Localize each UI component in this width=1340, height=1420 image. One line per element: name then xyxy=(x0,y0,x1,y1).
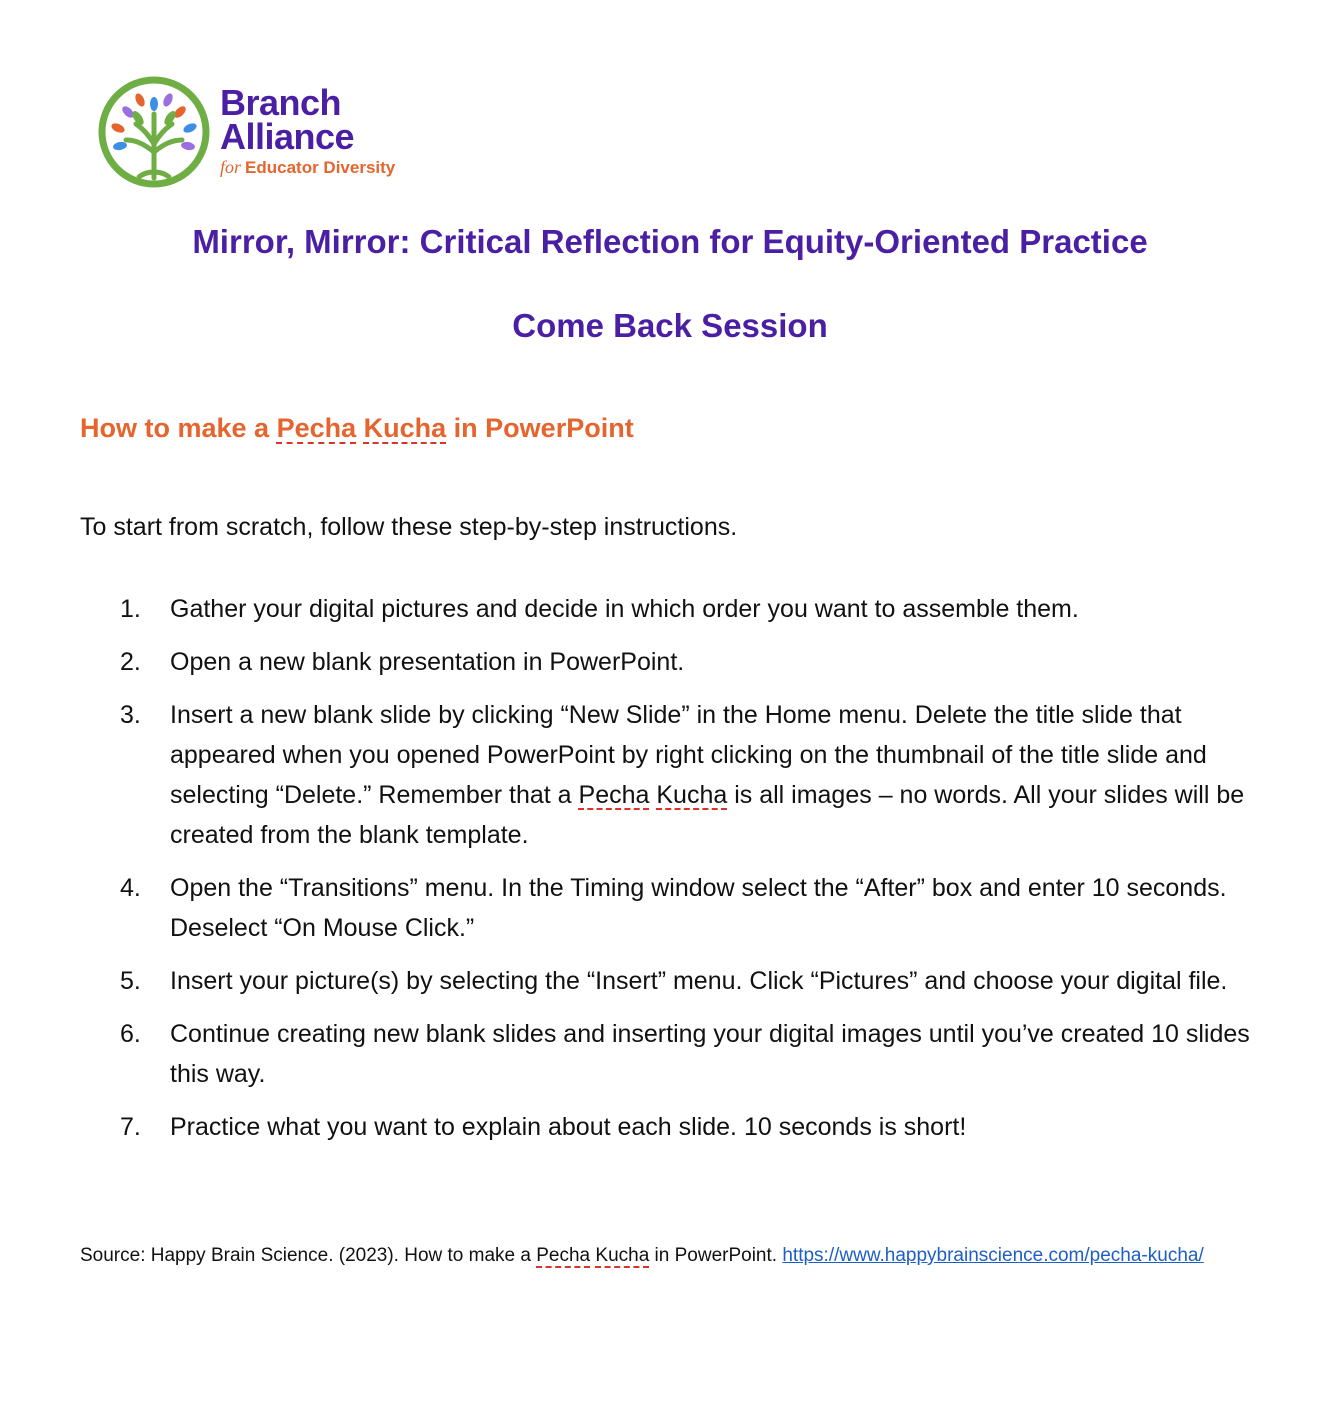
heading-text-before: How to make a xyxy=(80,413,277,443)
source-link[interactable]: https://www.happybrainscience.com/pecha-kucha/ xyxy=(782,1245,1204,1266)
intro-paragraph: To start from scratch, follow these step-by-step instructions. xyxy=(80,513,738,541)
session-title: Come Back Session xyxy=(512,307,828,344)
step-number: 4. xyxy=(120,874,141,902)
spellcheck-word: Kucha xyxy=(363,413,447,443)
step-text: Open a new blank presentation in PowerPoint. xyxy=(170,648,685,676)
logo-tagline-text: Educator Diversity xyxy=(245,158,396,177)
list-item xyxy=(120,589,1260,629)
step-text-before: Insert a new blank slide by clicking “New Slide” in the Home menu. Delete the title slide that appeared when you opened PowerPoint by right clicking on the thumbnail of the title slide and selecting “Delete.” Remember that a xyxy=(170,701,1207,809)
steps-list xyxy=(120,589,1260,1160)
section-heading xyxy=(80,410,634,446)
branch-alliance-logo xyxy=(96,74,426,190)
step-number: 7. xyxy=(120,1113,141,1141)
step-number: 2. xyxy=(120,648,141,676)
step-text: Practice what you want to explain about each slide. 10 seconds is short! xyxy=(170,1113,967,1141)
spellcheck-word: Pecha xyxy=(536,1245,591,1266)
list-item xyxy=(120,961,1260,1001)
step-number: 1. xyxy=(120,595,141,623)
logo-tagline xyxy=(220,156,395,179)
spellcheck-word: Kucha xyxy=(595,1245,650,1266)
logo-branch-text: Branch xyxy=(220,82,342,123)
document-title: Mirror, Mirror: Critical Reflection for Equity-Oriented Practice xyxy=(192,223,1148,260)
list-item xyxy=(120,695,1260,855)
step-number: 3. xyxy=(120,701,141,729)
source-text-before: Source: Happy Brain Science. (2023). How to make a xyxy=(80,1245,537,1266)
spellcheck-word: Kucha xyxy=(656,781,728,809)
step-text: Gather your digital pictures and decide in which order you want to assemble them. xyxy=(170,595,1079,623)
step-number: 6. xyxy=(120,1020,141,1048)
heading-space xyxy=(356,413,364,443)
step-number: 5. xyxy=(120,967,141,995)
tree-circle-icon xyxy=(96,74,212,190)
spellcheck-word: Pecha xyxy=(578,781,650,809)
spellcheck-word: Pecha xyxy=(276,413,357,443)
heading-text-after: in PowerPoint xyxy=(446,413,634,443)
list-item xyxy=(120,642,1260,682)
step-text: Insert your picture(s) by selecting the “Insert” menu. Click “Pictures” and choose your digital file. xyxy=(170,967,1228,995)
list-item xyxy=(120,868,1260,948)
list-item xyxy=(120,1014,1260,1094)
logo-tagline-prefix: for xyxy=(220,157,242,177)
logo-wordmark xyxy=(220,82,396,179)
step-text-after: is all images – no words. All your slides will be created from the blank template. xyxy=(170,781,1245,849)
step-text: Continue creating new blank slides and inserting your digital images until you’ve created 10 slides this way. xyxy=(170,1020,1250,1088)
step-text: Open the “Transitions” menu. In the Timing window select the “After” box and enter 10 seconds. Deselect “On Mouse Click.” xyxy=(170,874,1227,942)
source-text-after: in PowerPoint. xyxy=(649,1245,783,1266)
logo-alliance-text: Alliance xyxy=(220,116,355,157)
source-citation xyxy=(80,1240,1260,1271)
list-item xyxy=(120,1107,1260,1147)
